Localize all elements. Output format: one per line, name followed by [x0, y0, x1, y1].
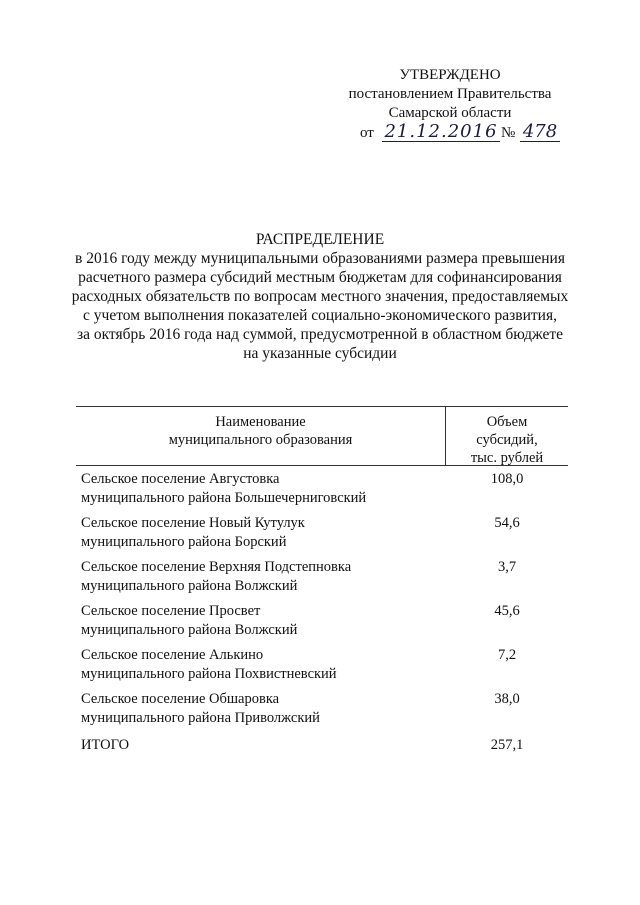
title-heading: РАСПРЕДЕЛЕНИЕ	[255, 231, 385, 248]
total-value: 257,1	[490, 737, 524, 753]
title-line: расчетного размера субсидий местным бюджетам для софинансирования	[78, 269, 562, 286]
approval-line-region: Самарской области	[388, 105, 512, 121]
header-name-line: Наименование	[215, 414, 306, 430]
row-name-line: муниципального района Похвистневский	[81, 666, 337, 682]
header-value-line: субсидий,	[476, 432, 538, 448]
row-name	[81, 646, 441, 684]
approval-block	[340, 66, 560, 123]
table-row	[76, 470, 568, 510]
title-line: расходных обязательств по вопросам местного значения, предоставляемых	[71, 288, 569, 305]
from-label: от	[360, 125, 374, 141]
row-value: 45,6	[494, 603, 520, 619]
approval-date-handwritten: 21.12.2016	[382, 121, 500, 142]
header-value-line: тыс. рублей	[470, 450, 544, 466]
row-value: 54,6	[494, 515, 520, 531]
row-name-line: муниципального района Приволжский	[81, 710, 320, 726]
row-name-line: Сельское поселение Просвет	[81, 603, 261, 619]
row-name-line: Сельское поселение Верхняя Подстепновка	[81, 559, 352, 575]
title-line: за октябрь 2016 года над суммой, предусмотренной в областном бюджете	[76, 326, 564, 343]
row-name-line: муниципального района Волжский	[81, 622, 298, 638]
row-name	[81, 514, 441, 552]
title-line: на указанные субсидии	[243, 345, 397, 362]
number-label: №	[501, 125, 516, 141]
table-row	[76, 646, 568, 686]
header-name-column	[76, 413, 445, 449]
title-line: в 2016 году между муниципальными образованиями размера превышения	[75, 250, 565, 267]
row-name	[81, 602, 441, 640]
row-name-line: муниципального района Волжский	[81, 578, 298, 594]
row-value: 108,0	[490, 471, 524, 487]
table-header	[76, 406, 568, 466]
row-name	[81, 690, 441, 728]
approval-heading: УТВЕРЖДЕНО	[399, 67, 501, 83]
row-name	[81, 558, 441, 596]
table-row	[76, 514, 568, 554]
approval-date-number-line	[360, 123, 560, 147]
approval-line-resolution: постановлением Правительства	[348, 86, 552, 102]
header-value-line: Объем	[486, 414, 528, 430]
row-name-line: муниципального района Большечерниговский	[81, 490, 367, 506]
row-name-line: Сельское поселение Августовка	[81, 471, 280, 487]
row-name-line: Сельское поселение Алькино	[81, 647, 264, 663]
approval-number-handwritten: 478	[520, 121, 560, 142]
document-title	[60, 230, 580, 363]
row-name-line: Сельское поселение Обшаровка	[81, 691, 280, 707]
row-value: 7,2	[497, 647, 517, 663]
row-value: 38,0	[494, 691, 520, 707]
row-name-line: Сельское поселение Новый Кутулук	[81, 515, 305, 531]
table-row	[76, 690, 568, 730]
table-row	[76, 602, 568, 642]
title-line: с учетом выполнения показателей социально-экономического развития,	[83, 307, 557, 324]
header-value-column	[446, 413, 568, 467]
row-name-line: муниципального района Борский	[81, 534, 287, 550]
row-name	[81, 470, 441, 508]
table-row	[76, 558, 568, 598]
total-label: ИТОГО	[81, 737, 130, 753]
row-value: 3,7	[497, 559, 517, 575]
header-name-line: муниципального образования	[168, 432, 353, 448]
